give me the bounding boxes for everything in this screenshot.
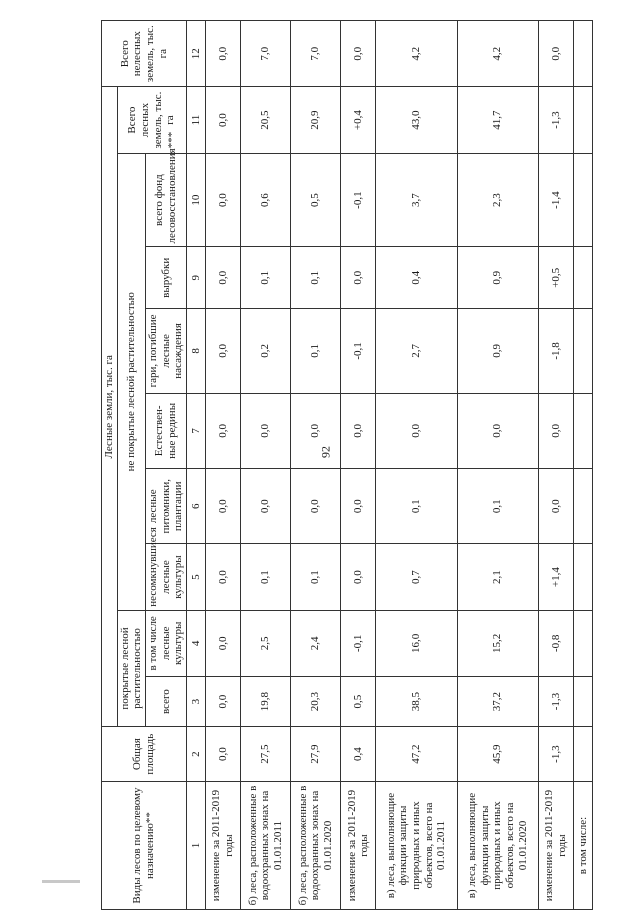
table-cell: +1,4 bbox=[538, 544, 573, 610]
table-cell bbox=[573, 469, 592, 544]
table-cell: 0,0 bbox=[538, 21, 573, 87]
table-row bbox=[240, 21, 290, 910]
table-row bbox=[206, 21, 241, 910]
column-number-cell: 5 bbox=[186, 544, 205, 610]
column-number-cell: 8 bbox=[186, 309, 205, 394]
table-cell: 0,0 bbox=[206, 153, 241, 247]
column-number-cell: 3 bbox=[186, 676, 205, 726]
table-cell: 0,0 bbox=[376, 393, 457, 468]
header-not-covered: не покрытые лесной растительностью bbox=[117, 153, 145, 610]
row-label: изменение за 2011-2019 годы bbox=[206, 782, 241, 910]
table-row bbox=[538, 21, 573, 910]
table-cell: +0,4 bbox=[341, 87, 376, 153]
table-row bbox=[291, 21, 341, 910]
header-covered-total: всего bbox=[145, 676, 186, 726]
table-cell bbox=[573, 727, 592, 782]
table-cell: 38,5 bbox=[376, 676, 457, 726]
table-cell bbox=[573, 21, 592, 87]
row-label: изменение за 2011-2019 годы bbox=[538, 782, 573, 910]
table-cell: 0,7 bbox=[376, 544, 457, 610]
column-number-cell: 1 bbox=[186, 782, 205, 910]
table-cell: 41,7 bbox=[457, 87, 538, 153]
table-cell: 0,0 bbox=[341, 469, 376, 544]
column-number-cell: 10 bbox=[186, 153, 205, 247]
header-covered: покрытые лесной растительностью bbox=[117, 610, 145, 727]
header-total-forest: Всего лесных земель, тыс. га bbox=[117, 87, 186, 153]
table-cell: -0,1 bbox=[341, 309, 376, 394]
table-cell: 0,0 bbox=[206, 87, 241, 153]
table-cell: 0,9 bbox=[457, 247, 538, 309]
table-cell: 0,0 bbox=[240, 469, 290, 544]
table-cell bbox=[573, 544, 592, 610]
table-cell: 0,0 bbox=[341, 21, 376, 87]
table-cell: +0,5 bbox=[538, 247, 573, 309]
table-cell: 47,2 bbox=[376, 727, 457, 782]
table-cell: 20,5 bbox=[240, 87, 290, 153]
table-cell: 0,0 bbox=[206, 676, 241, 726]
table-cell: -1,3 bbox=[538, 676, 573, 726]
header-nc-fund: всего фонд лесовосстановления*** bbox=[145, 153, 186, 247]
table-cell bbox=[573, 247, 592, 309]
column-number-cell: 6 bbox=[186, 469, 205, 544]
header-total-nonforest: Всего нелесных земель, тыс. га bbox=[102, 21, 187, 87]
table-cell: 0,0 bbox=[538, 393, 573, 468]
header-nc-clearcuts: вырубки bbox=[145, 247, 186, 309]
table-cell: 20,3 bbox=[291, 676, 341, 726]
column-number-cell: 11 bbox=[186, 87, 205, 153]
table-cell: 2,7 bbox=[376, 309, 457, 394]
table-cell: 2,1 bbox=[457, 544, 538, 610]
table-cell: 0,1 bbox=[291, 309, 341, 394]
table-cell: 45,9 bbox=[457, 727, 538, 782]
table-cell: 4,2 bbox=[376, 21, 457, 87]
table-cell: 16,0 bbox=[376, 610, 457, 676]
table-cell: 0,0 bbox=[291, 469, 341, 544]
table-cell: 0,0 bbox=[206, 309, 241, 394]
table-cell bbox=[573, 610, 592, 676]
table-cell: 0,2 bbox=[240, 309, 290, 394]
table-cell: 0,0 bbox=[206, 247, 241, 309]
table-cell: 43,0 bbox=[376, 87, 457, 153]
table-cell: 0,5 bbox=[291, 153, 341, 247]
table-cell: 0,0 bbox=[206, 727, 241, 782]
row-label: в том числе: bbox=[573, 782, 592, 910]
table-row bbox=[457, 21, 538, 910]
table-cell bbox=[573, 153, 592, 247]
header-kind: Виды лесов по целевому назначению** bbox=[102, 782, 187, 910]
table-cell: -0,8 bbox=[538, 610, 573, 676]
header-nc-unclosed: несомкнувшиеся лесные культуры bbox=[145, 544, 186, 610]
table-cell bbox=[573, 676, 592, 726]
header-nc-natural-gaps: Естествен-ные редины bbox=[145, 393, 186, 468]
table-cell: 0,1 bbox=[376, 469, 457, 544]
table-cell: -0,1 bbox=[341, 610, 376, 676]
table-cell: 7,0 bbox=[291, 21, 341, 87]
table-cell: 27,5 bbox=[240, 727, 290, 782]
header-forest-lands: Лесные земли, тыс. га bbox=[102, 87, 118, 727]
table-cell: -0,1 bbox=[341, 153, 376, 247]
row-label: в) леса, выполняющие функции защиты природных и иных объектов, всего на 01.01.2011 bbox=[376, 782, 457, 910]
table-row bbox=[341, 21, 376, 910]
table-cell bbox=[573, 87, 592, 153]
column-number-cell: 4 bbox=[186, 610, 205, 676]
table-cell: 0,5 bbox=[341, 676, 376, 726]
table-cell: -1,3 bbox=[538, 87, 573, 153]
row-label: в) леса, выполняющие функции защиты природных и иных объектов, всего на 01.01.2020 bbox=[457, 782, 538, 910]
table-cell: 0,0 bbox=[206, 21, 241, 87]
table-cell: 0,1 bbox=[457, 469, 538, 544]
table-cell: 7,0 bbox=[240, 21, 290, 87]
header-nc-nurseries: лесные питомники, плантации bbox=[145, 469, 186, 544]
table-cell: -1,8 bbox=[538, 309, 573, 394]
table-row bbox=[573, 21, 592, 910]
table-cell: 2,3 bbox=[457, 153, 538, 247]
table-cell: 0,0 bbox=[206, 544, 241, 610]
table-cell: 0,1 bbox=[291, 544, 341, 610]
row-label: б) леса, расположенные в водоохранных зонах на 01.01.2011 bbox=[240, 782, 290, 910]
column-number-cell: 9 bbox=[186, 247, 205, 309]
table-cell: 2,5 bbox=[240, 610, 290, 676]
table-cell bbox=[573, 309, 592, 394]
table-cell: 0,0 bbox=[206, 393, 241, 468]
table-row bbox=[376, 21, 457, 910]
footer-mark bbox=[42, 880, 80, 883]
table-cell: 4,2 bbox=[457, 21, 538, 87]
table-cell: 19,8 bbox=[240, 676, 290, 726]
table-cell: -1,4 bbox=[538, 153, 573, 247]
table-cell: 0,0 bbox=[341, 544, 376, 610]
table-body bbox=[186, 21, 592, 910]
table-cell: 0,1 bbox=[240, 247, 290, 309]
table-cell: 37,2 bbox=[457, 676, 538, 726]
row-label: б) леса, расположенные в водоохранных зонах на 01.01.2020 bbox=[291, 782, 341, 910]
header-total-area: Общая площадь bbox=[102, 727, 187, 782]
header-nc-burnt: гари, погибшие лесные насаждения bbox=[145, 309, 186, 394]
table-cell: 0,0 bbox=[206, 469, 241, 544]
table-cell: 0,0 bbox=[291, 393, 341, 468]
table-cell: 3,7 bbox=[376, 153, 457, 247]
column-number-cell: 7 bbox=[186, 393, 205, 468]
table-cell: 0,4 bbox=[341, 727, 376, 782]
table-header bbox=[102, 21, 187, 910]
table-cell: 15,2 bbox=[457, 610, 538, 676]
rotated-table-wrapper bbox=[101, 20, 593, 910]
table-cell bbox=[573, 393, 592, 468]
header-covered-cultures: в том числе лесные культуры bbox=[145, 610, 186, 676]
table-cell: 0,0 bbox=[341, 393, 376, 468]
page-number: 92 bbox=[318, 446, 333, 458]
table-cell: 20,9 bbox=[291, 87, 341, 153]
table-cell: 0,0 bbox=[206, 610, 241, 676]
table-cell: 0,1 bbox=[291, 247, 341, 309]
table-cell: 2,4 bbox=[291, 610, 341, 676]
row-label: изменение за 2011-2019 годы bbox=[341, 782, 376, 910]
table-cell: 0,0 bbox=[341, 247, 376, 309]
table-cell: 0,4 bbox=[376, 247, 457, 309]
table-cell: 0,9 bbox=[457, 309, 538, 394]
table-cell: 27,9 bbox=[291, 727, 341, 782]
table-cell: -1,3 bbox=[538, 727, 573, 782]
table-cell: 0,1 bbox=[240, 544, 290, 610]
column-number-cell: 2 bbox=[186, 727, 205, 782]
table-cell: 0,6 bbox=[240, 153, 290, 247]
table-cell: 0,0 bbox=[538, 469, 573, 544]
table-cell: 0,0 bbox=[457, 393, 538, 468]
table-cell: 0,0 bbox=[240, 393, 290, 468]
forest-lands-table bbox=[101, 20, 593, 910]
column-numbers-row bbox=[186, 21, 205, 910]
column-number-cell: 12 bbox=[186, 21, 205, 87]
